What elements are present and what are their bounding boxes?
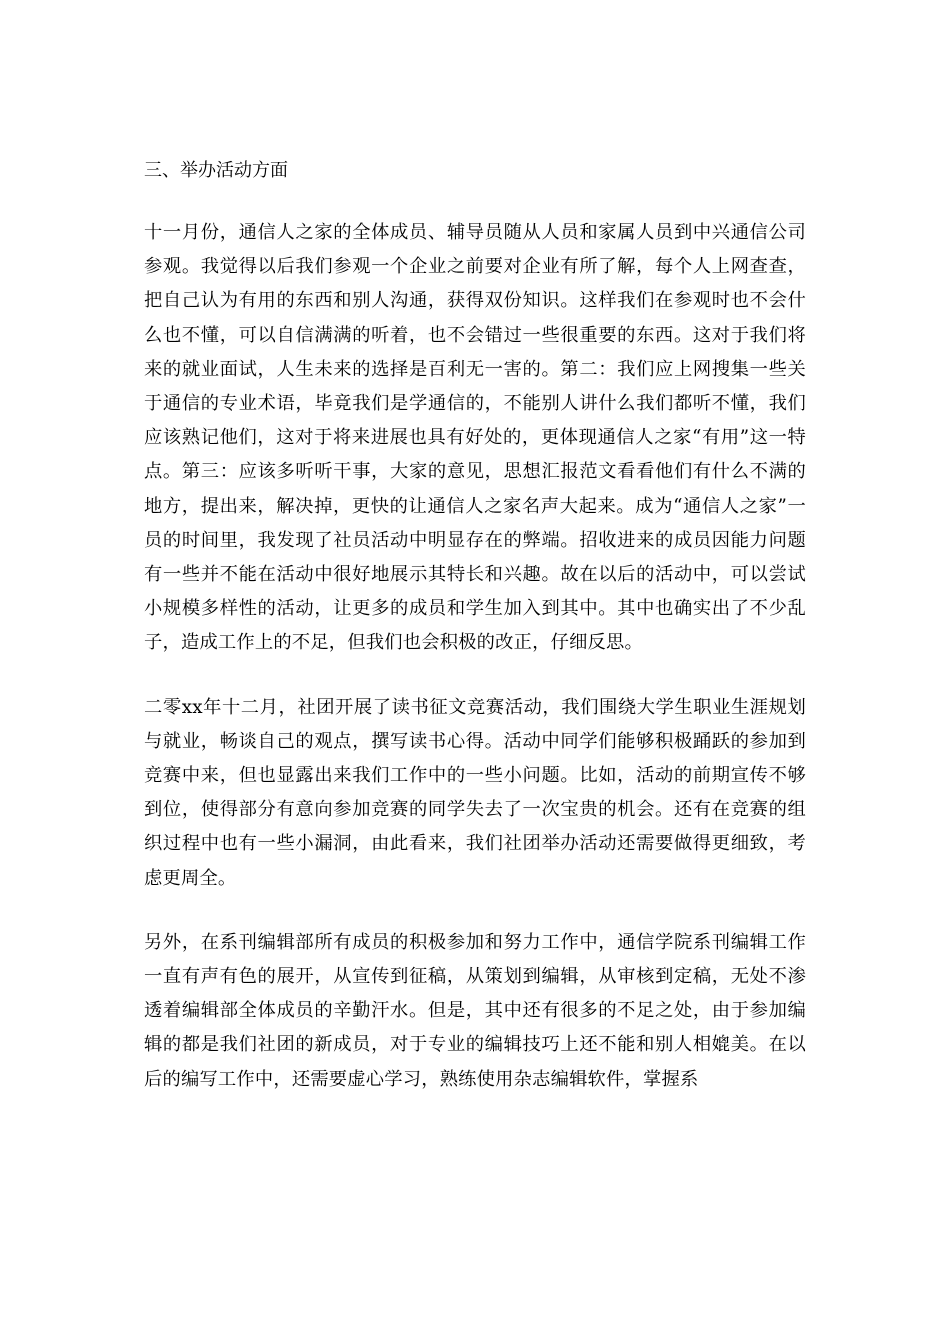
paragraph-visit: 十一月份，通信人之家的全体成员、辅导员随从人员和家属人员到中兴通信公司参观。我觉得以后我们参观一个企业之前要对企业有所了解，每个人上网查查，把自己认为有用的东西和别人沟通，获得双份知识。这样我们在参观时也不会什么也不懂，可以自信满满的听着，也不会错过一些很重要的东西。这对于我们将来的就业面试，人生未来的选择是百利无一害的。第二：我们应上网搜集一些关于通信的专业术语，毕竟我们是学通信的，不能别人讲什么我们都听不懂，我们应该熟记他们，这对于将来进展也具有好处的，更体现通信人之家“有用”这一特点。第三：应该多听听干事，大家的意见，思想汇报范文看看他们有什么不满的地方，提出来，解决掉，更快的让通信人之家名声大起来。成为“通信人之家”一员的时间里，我发现了社员活动中明显存在的弊端。招收进来的成员因能力问题有一些并不能在活动中很好地展示其特长和兴趣。故在以后的活动中，可以尝试小规模多样性的活动，让更多的成员和学生加入到其中。其中也确实出了不少乱子，造成工作上的不足，但我们也会积极的改正，仔细反思。 <box>144 222 806 654</box>
section-heading: 三、举办活动方面 <box>144 160 288 181</box>
paragraph-essay-contest: 二零xx年十二月，社团开展了读书征文竞赛活动，我们围绕大学生职业生涯规划与就业，畅谈自己的观点，撰写读书心得。活动中同学们能够积极踊跃的参加到竞赛中来，但也显露出来我们工作中的一些小问题。比如，活动的前期宣传不够到位，使得部分有意向参加竞赛的同学失去了一次宝贵的机会。还有在竞赛的组织过程中也有一些小漏洞，由此看来，我们社团举办活动还需要做得更细致，考虑更周全。 <box>144 696 806 889</box>
document-body <box>144 154 806 1127</box>
paragraph-editorial: 另外，在系刊编辑部所有成员的积极参加和努力工作中，通信学院系刊编辑工作一直有声有色的展开，从宣传到征稿，从策划到编辑，从审核到定稿，无处不渗透着编辑部全体成员的辛勤汗水。但是，其中还有很多的不足之处，由于参加编辑的都是我们社团的新成员，对于专业的编辑技巧上还不能和别人相媲美。在以后的编写工作中，还需要虚心学习，熟练使用杂志编辑软件，掌握系 <box>144 931 806 1090</box>
